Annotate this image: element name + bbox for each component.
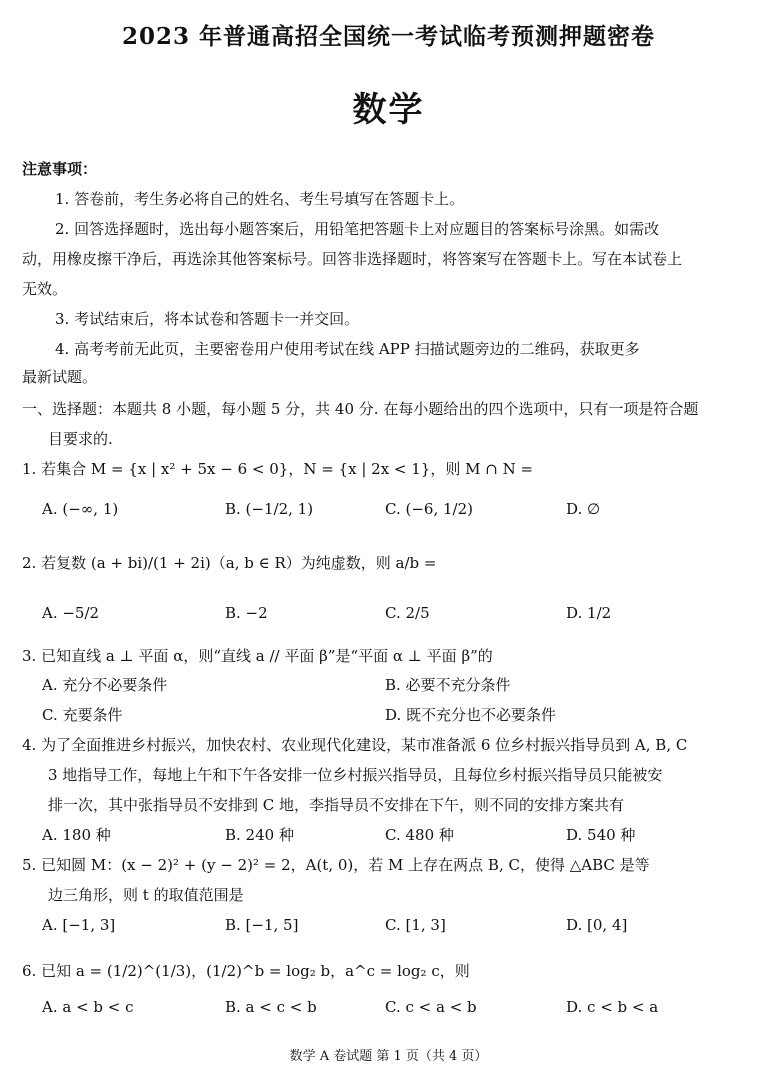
question-5-stem-cont: 边三角形，则 t 的取值范围是 bbox=[48, 886, 244, 904]
exam-title: 2023 年普通高招全国统一考试临考预测押题密卷 bbox=[121, 23, 656, 50]
question-6-option-b: B. a < c < b bbox=[225, 998, 317, 1016]
section-heading-cont: 目要求的. bbox=[48, 430, 113, 448]
section-heading: 一、选择题：本题共 8 小题，每小题 5 分，共 40 分. 在每小题给出的四个选项中，只有一项是符合题 bbox=[22, 400, 699, 418]
question-4-stem-cont: 3 地指导工作，每地上午和下午各安排一位乡村振兴指导员，且每位乡村振兴指导员只能被安 bbox=[48, 766, 663, 784]
subject-title: 数学 bbox=[352, 90, 425, 130]
question-4-option-a: A. 180 种 bbox=[42, 826, 111, 844]
notice-item-4: 4. 高考考前无此页，主要密卷用户使用考试在线 APP 扫描试题旁边的二维码，获取更多 bbox=[55, 340, 640, 358]
notice-item-1: 1. 答卷前，考生务必将自己的姓名、考生号填写在答题卡上。 bbox=[55, 190, 465, 208]
notice-item-2-cont: 动，用橡皮擦干净后，再选涂其他答案标号。回答非选择题时，将答案写在答题卡上。写在本试卷上 bbox=[22, 250, 683, 268]
question-3-option-d: D. 既不充分也不必要条件 bbox=[385, 706, 557, 724]
question-1-option-a: A. (−∞, 1) bbox=[42, 500, 119, 518]
question-4-option-c: C. 480 种 bbox=[385, 826, 454, 844]
page-footer: 数学 A 卷试题 第 1 页（共 4 页） bbox=[289, 1049, 488, 1064]
question-3-option-c: C. 充要条件 bbox=[42, 706, 123, 724]
notice-item-4-cont: 最新试题。 bbox=[22, 368, 98, 386]
question-3-stem: 3. 已知直线 a ⊥ 平面 α，则“直线 a // 平面 β”是“平面 α ⊥ 平面 β”的 bbox=[22, 647, 493, 665]
question-2-option-a: A. −5/2 bbox=[42, 604, 100, 622]
question-3-option-b: B. 必要不充分条件 bbox=[385, 676, 511, 694]
question-1-stem: 1. 若集合 M = {x | x² + 5x − 6 < 0}，N = {x | 2x < 1}，则 M ∩ N = bbox=[22, 460, 534, 478]
question-4-stem-end: 排一次，其中张指导员不安排到 C 地，李指导员不安排在下午，则不同的安排方案共有 bbox=[48, 796, 625, 814]
question-4-option-d: D. 540 种 bbox=[566, 826, 636, 844]
notice-item-3: 3. 考试结束后，将本试卷和答题卡一并交回。 bbox=[55, 310, 360, 328]
question-2-option-c: C. 2/5 bbox=[385, 604, 430, 622]
question-3-option-a: A. 充分不必要条件 bbox=[42, 676, 168, 694]
question-2-option-b: B. −2 bbox=[225, 604, 268, 622]
question-6-option-c: C. c < a < b bbox=[385, 998, 477, 1016]
question-1-option-c: C. (−6, 1/2) bbox=[385, 500, 473, 518]
question-1-option-d: D. ∅ bbox=[566, 500, 601, 518]
notice-item-2-end: 无效。 bbox=[22, 280, 68, 298]
question-2-stem: 2. 若复数 (a + bi)/(1 + 2i)（a, b ∈ R）为纯虚数，则 a/b = bbox=[22, 554, 437, 572]
question-1-option-b: B. (−1/2, 1) bbox=[225, 500, 314, 518]
question-5-stem: 5. 已知圆 M：(x − 2)² + (y − 2)² = 2，A(t, 0)，若 M 上存在两点 B, C，使得 △ABC 是等 bbox=[22, 856, 650, 874]
question-4-stem: 4. 为了全面推进乡村振兴，加快农村、农业现代化建设，某市准备派 6 位乡村振兴指导员到 A, B, C bbox=[22, 736, 688, 754]
question-5-option-b: B. [−1, 5] bbox=[225, 916, 299, 934]
notice-item-2: 2. 回答选择题时，选出每小题答案后，用铅笔把答题卡上对应题目的答案标号涂黑。如需改 bbox=[55, 220, 660, 238]
question-6-option-a: A. a < b < c bbox=[42, 998, 134, 1016]
question-6-option-d: D. c < b < a bbox=[566, 998, 659, 1016]
question-5-option-d: D. [0, 4] bbox=[566, 916, 628, 934]
question-5-option-c: C. [1, 3] bbox=[385, 916, 446, 934]
notice-heading: 注意事项： bbox=[22, 160, 98, 178]
question-2-option-d: D. 1/2 bbox=[566, 604, 612, 622]
question-6-stem: 6. 已知 a = (1/2)^(1/3)，(1/2)^b = log₂ b，a^c = log₂ c，则 bbox=[22, 962, 470, 980]
question-5-option-a: A. [−1, 3] bbox=[42, 916, 116, 934]
question-4-option-b: B. 240 种 bbox=[225, 826, 294, 844]
